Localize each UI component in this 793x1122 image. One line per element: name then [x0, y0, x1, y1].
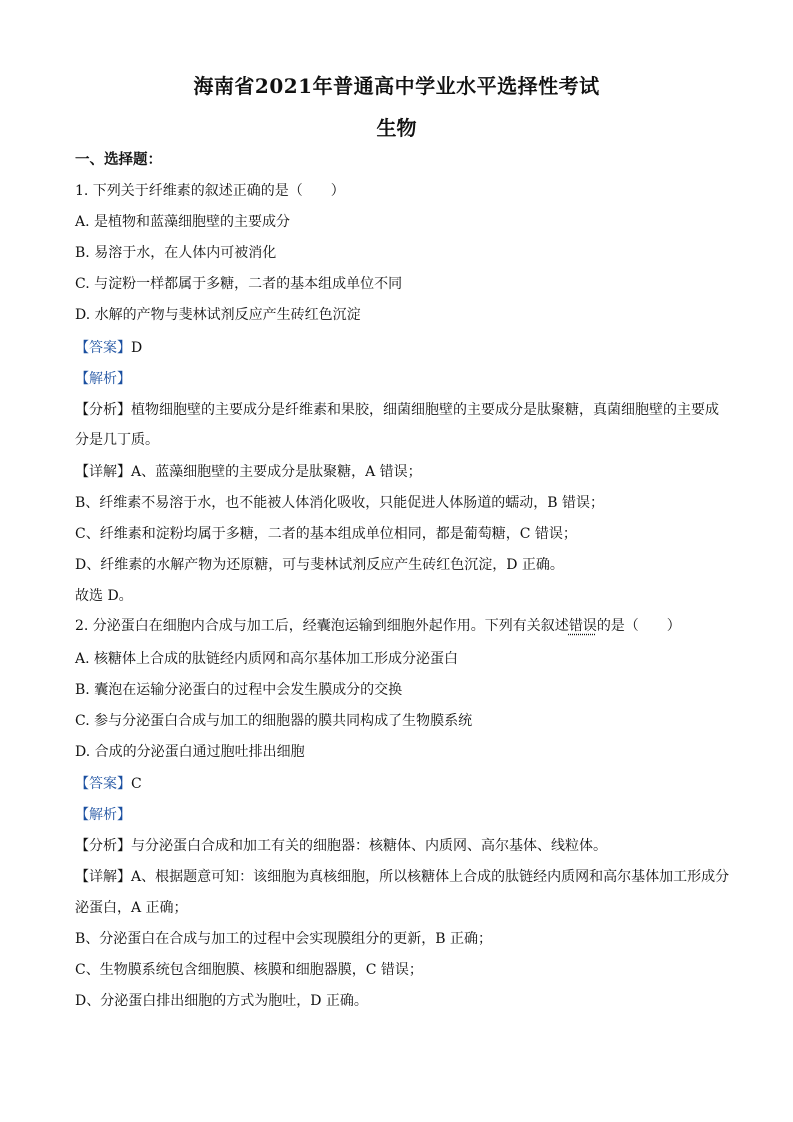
- answer-tag: 【答案】: [75, 776, 131, 792]
- q2-stem-pre: 2. 分泌蛋白在细胞内合成与加工后，经囊泡运输到细胞外起作用。下列有关叙述: [75, 618, 569, 634]
- q2-answer: [75, 774, 725, 794]
- q2-option-a: A. 核糖体上合成的肽链经内质网和高尔基体加工形成分泌蛋白: [75, 651, 459, 667]
- answer-value: D: [131, 340, 143, 356]
- q1-xiangjie-a: [75, 462, 725, 482]
- fenxi-tag: 【分析】: [75, 838, 131, 854]
- q1-xiangjie-c: C、纤维素和淀粉均属于多糖，二者的基本组成单位相同，都是葡萄糖，C 错误；: [75, 526, 577, 542]
- analysis-tag: 【解析】: [75, 807, 131, 823]
- answer-value: C: [131, 776, 142, 792]
- q1-analysis-tag: [75, 369, 725, 389]
- section-heading: 一、选择题：: [75, 151, 162, 168]
- q1-option-a: A. 是植物和蓝藻细胞壁的主要成分: [75, 214, 291, 230]
- q2-option-c: C. 参与分泌蛋白合成与加工的细胞器的膜共同构成了生物膜系统: [75, 713, 473, 729]
- q1-conclusion: 故选 D。: [75, 588, 133, 604]
- answer-tag: 【答案】: [75, 340, 131, 356]
- q1-option-b: B. 易溶于水，在人体内可被消化: [75, 245, 277, 261]
- q2-xiangjie-d: D、分泌蛋白排出细胞的方式为胞吐，D 正确。: [75, 993, 368, 1009]
- xiangjie-text: A、根据题意可知：该细胞为真核细胞，所以核糖体上合成的肽链经内质网和高尔基体加工形成分: [131, 869, 730, 885]
- fenxi-text: 植物细胞壁的主要成分是纤维素和果胶，细菌细胞壁的主要成分是肽聚糖，真菌细胞壁的主要成: [131, 402, 719, 418]
- q2-analysis-tag: [75, 805, 725, 825]
- q1-xiangjie-b: B、纤维素不易溶于水，也不能被人体消化吸收，只能促进人体肠道的蠕动，B 错误；: [75, 495, 605, 511]
- document-title: 海南省2021年普通高中学业水平选择性考试: [193, 74, 600, 98]
- q2-xiangjie-b: B、分泌蛋白在合成与加工的过程中会实现膜组分的更新，B 正确；: [75, 931, 493, 947]
- q1-answer: [75, 338, 725, 358]
- q2-option-d: D. 合成的分泌蛋白通过胞吐排出细胞: [75, 744, 305, 760]
- q1-xiangjie-d: D、纤维素的水解产物为还原糖，可与斐林试剂反应产生砖红色沉淀，D 正确。: [75, 557, 564, 573]
- q2-option-b: B. 囊泡在运输分泌蛋白的过程中会发生膜成分的交换: [75, 682, 403, 698]
- fenxi-text: 与分泌蛋白合成和加工有关的细胞器：核糖体、内质网、高尔基体、线粒体。: [131, 838, 607, 854]
- q2-fenxi: [75, 836, 725, 856]
- q2-xiangjie-c: C、生物膜系统包含细胞膜、核膜和细胞器膜，C 错误；: [75, 962, 423, 978]
- fenxi-tag: 【分析】: [75, 402, 131, 418]
- q1-stem: 1. 下列关于纤维素的叙述正确的是（ ）: [75, 183, 345, 199]
- q1-option-d: D. 水解的产物与斐林试剂反应产生砖红色沉淀: [75, 307, 361, 323]
- document-subtitle: 生物: [376, 116, 417, 140]
- xiangjie-text: A、蓝藻细胞壁的主要成分是肽聚糖，A 错误；: [131, 464, 422, 480]
- q2-xiangjie-a-line-1: [75, 867, 730, 887]
- q2-stem-emphasis: 错误: [568, 618, 597, 634]
- q1-fenxi-line-2: 分是几丁质。: [75, 432, 159, 448]
- q1-option-c: C. 与淀粉一样都属于多糖，二者的基本组成单位不同: [75, 276, 403, 292]
- xiangjie-tag: 【详解】: [75, 464, 131, 480]
- q2-stem-post: 的是（ ）: [596, 618, 681, 634]
- q2-xiangjie-a-line-2: 泌蛋白，A 正确；: [75, 900, 188, 916]
- analysis-tag: 【解析】: [75, 371, 131, 387]
- q1-fenxi-line-1: [75, 400, 725, 420]
- xiangjie-tag: 【详解】: [75, 869, 131, 885]
- q2-stem: [75, 616, 725, 636]
